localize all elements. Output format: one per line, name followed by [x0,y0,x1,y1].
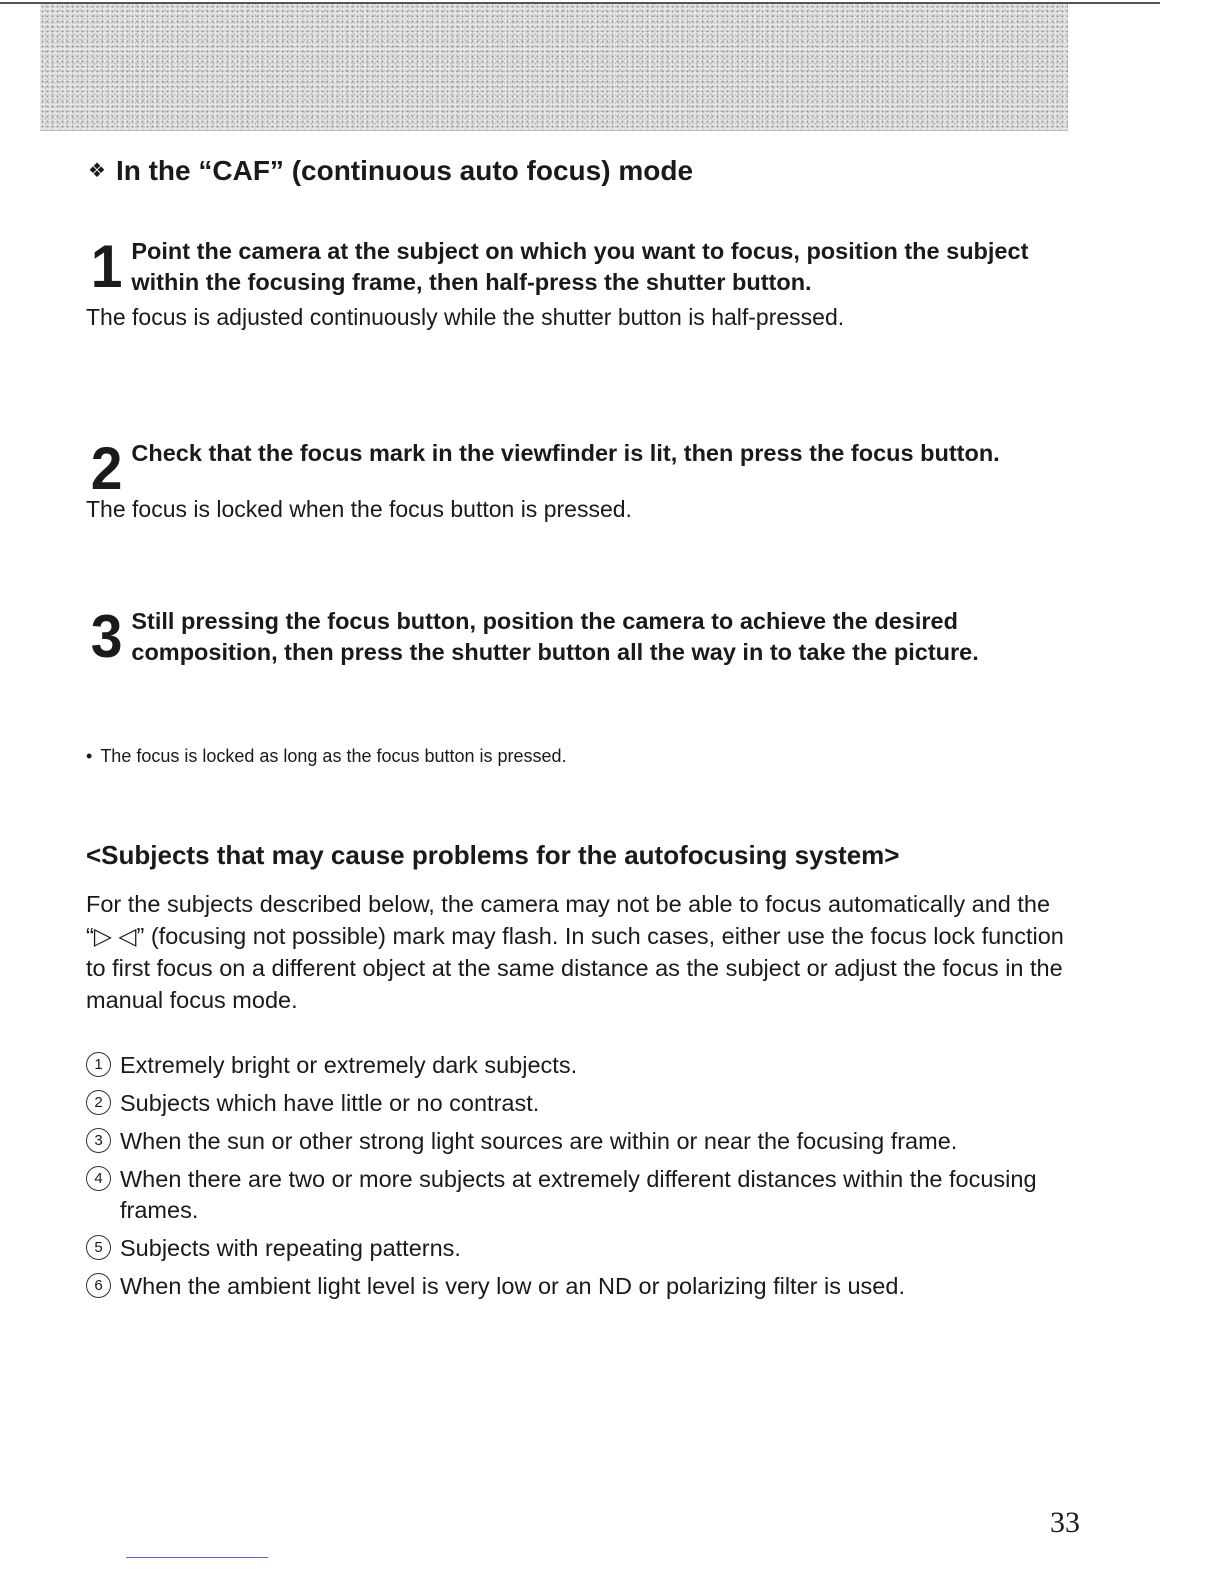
step-number: 2 [90,435,121,502]
note-text: The focus is locked as long as the focus button is pressed. [100,746,567,766]
list-item-text: When the ambient light level is very low or an ND or polarizing filter is used. [120,1273,905,1299]
section-paragraph: For the subjects described below, the camera may not be able to focus automatically and the “▷ ◁” (focusing not possible) mark may flash. In such cases, either use the focus lock function to first focus on a different object at the same distance as the subject or adjust the focus in the manual focus mode. [86,891,1064,1013]
note [86,746,567,767]
step-description: The focus is adjusted continuously while the shutter button is half-pressed. [86,304,845,330]
mode-heading-text: In the “CAF” (continuous auto focus) mode [115,155,694,186]
step-title: Still pressing the focus button, position the camera to achieve the desired composition, then press the shutter button all the way in to take the picture. [131,608,979,665]
step-3 [86,603,1061,670]
step-description: The focus is locked when the focus button is pressed. [86,496,632,522]
circled-number: 3 [86,1128,111,1153]
circled-number: 2 [86,1090,111,1115]
bottom-rule [126,1557,268,1558]
mode-heading [88,155,693,187]
circled-number: 4 [86,1166,111,1191]
header-band [40,4,1068,131]
step-1 [86,233,1061,332]
step-number: 1 [90,233,121,300]
section-heading: <Subjects that may cause problems for the autofocusing system> [86,840,900,870]
list-item-text: Extremely bright or extremely dark subjects. [120,1052,578,1078]
diamond-bullet-icon: ❖ [88,160,106,182]
problem-list [86,1050,1076,1309]
list-item-text: When there are two or more subjects at extremely different distances within the focusing frames. [120,1166,1037,1223]
list-item-text: Subjects with repeating patterns. [120,1235,461,1261]
step-number: 3 [90,603,121,670]
list-item [86,1271,1076,1302]
list-item [86,1164,1076,1226]
circled-number: 1 [86,1052,111,1077]
page-number: 33 [1050,1506,1080,1539]
step-title: Check that the focus mark in the viewfinder is lit, then press the focus button. [131,440,1000,466]
list-item [86,1050,1076,1081]
list-item-text: Subjects which have little or no contrast. [120,1090,540,1116]
bullet-icon: • [86,746,93,766]
list-item [86,1088,1076,1119]
list-item [86,1233,1076,1264]
list-item [86,1126,1076,1157]
step-2 [86,435,1061,524]
list-item-text: When the sun or other strong light sources are within or near the focusing frame. [120,1128,958,1154]
step-title: Point the camera at the subject on which you want to focus, position the subject within the focusing frame, then half-press the shutter button. [131,238,1029,295]
circled-number: 5 [86,1235,111,1260]
circled-number: 6 [86,1273,111,1298]
